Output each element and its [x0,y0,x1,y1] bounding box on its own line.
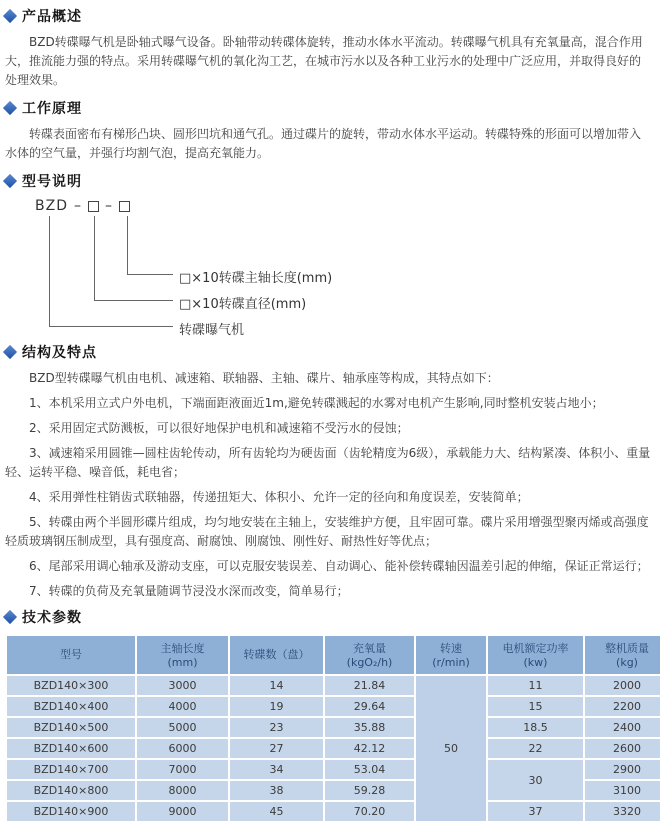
cell-disc-count: 14 [230,676,323,695]
overview-paragraph: BZD转碟曝气机是卧轴式曝气设备。卧轴带动转碟体旋转，推动水体水平流动。转碟曝气机具有充氧量高，混合作用大，推流能力强的特点。采用转碟曝气机的氧化沟工艺，在城市污水以及各种工业污水的处理中广泛应用，并取得良好的处理效果。 [5,35,643,87]
cell-oxygen: 42.12 [325,739,414,758]
column-header-title: 转碟数（盘） [243,648,310,661]
column-header-motor-power [488,636,583,674]
column-header-oxygen [325,636,414,674]
model-label-shaft-length: □×10转碟主轴长度(mm) [179,271,333,286]
feature-item: 5、转碟由两个半圆形碟片组成，均匀地安装在主轴上，安装维护方便，且牢固可靠。碟片采用增强型聚丙烯或高强度轻质玻璃钢压制成型，具有强度高、耐腐蚀、刚腐蚀、刚性好、耐热性好等优点； [5,515,649,548]
cell-weight: 3320 [585,802,660,821]
feature-item: 1、本机采用立式户外电机，下端面距液面近1m,避免转碟溅起的水雾对电机产生影响,同时整机安装占地小； [29,396,604,410]
section-heading-features [5,342,652,362]
cell-power: 15 [488,697,583,716]
cell-shaft-length: 8000 [137,781,228,800]
cell-model: BZD140×500 [7,718,135,737]
cell-power: 11 [488,676,583,695]
diamond-bullet-icon [3,101,17,115]
section-title-model: 型号说明 [22,174,82,190]
cell-power: 18.5 [488,718,583,737]
connector-line [127,216,128,274]
cell-model: BZD140×400 [7,697,135,716]
column-header-unit: (kw) [523,655,548,669]
cell-power-merged: 30 [488,760,583,800]
section-title-principle: 工作原理 [22,101,82,117]
cell-disc-count: 45 [230,802,323,821]
cell-disc-count: 27 [230,739,323,758]
diamond-bullet-icon [3,345,17,359]
diamond-bullet-icon [3,174,17,188]
feature-item: 2、采用固定式防溅板，可以很好地保护电机和减速箱不受污水的侵蚀； [29,421,409,435]
table-row [7,676,660,695]
cell-oxygen: 21.84 [325,676,414,695]
cell-shaft-length: 9000 [137,802,228,821]
cell-shaft-length: 4000 [137,697,228,716]
feature-item: 7、转碟的负荷及充氧量随调节浸没水深而改变，简单易行； [29,584,349,598]
connector-line [127,274,173,275]
table-row [7,718,660,737]
cell-power: 37 [488,802,583,821]
column-header-title: 整机质量 [605,641,649,655]
diamond-bullet-icon [3,9,17,23]
model-code-placeholder-box-icon [88,201,99,212]
cell-oxygen: 70.20 [325,802,414,821]
cell-model: BZD140×300 [7,676,135,695]
cell-disc-count: 19 [230,697,323,716]
table-header-row [7,636,660,674]
principle-paragraph: 转碟表面密布有梯形凸块、圆形凹坑和通气孔。通过碟片的旋转，带动水体水平运动。转碟特殊的形面可以增加带入水体的空气量，并强行均割气泡，提高充氧能力。 [5,127,642,160]
cell-model: BZD140×800 [7,781,135,800]
cell-speed-merged: 50 [416,676,486,821]
column-header-unit: (mm) [167,655,198,669]
spec-table [5,634,660,823]
features-list [5,369,652,601]
cell-oxygen: 29.64 [325,697,414,716]
section-title-overview: 产品概述 [22,9,82,25]
model-label-product: 转碟曝气机 [179,323,245,338]
section-heading-model [5,171,652,191]
column-header-title: 充氧量 [353,641,386,655]
cell-weight: 2200 [585,697,660,716]
section-heading-overview [5,6,652,26]
cell-weight: 3100 [585,781,660,800]
table-row [7,739,660,758]
model-code [35,198,130,214]
diamond-bullet-icon [3,610,17,624]
column-header-speed [416,636,486,674]
cell-model: BZD140×900 [7,802,135,821]
column-header-unit: (kgO₂/h) [346,655,393,669]
column-header-unit: (r/min) [432,655,470,669]
cell-shaft-length: 5000 [137,718,228,737]
feature-item: 4、采用弹性柱销齿式联轴器，传递扭矩大、体积小、允许一定的径向和角度误差，安装简单； [29,490,529,504]
model-code-dash: – [104,198,113,214]
connector-line [94,216,95,300]
cell-shaft-length: 3000 [137,676,228,695]
column-header-title: 主轴长度 [160,641,205,655]
column-header-model [7,636,135,674]
cell-model: BZD140×600 [7,739,135,758]
cell-shaft-length: 7000 [137,760,228,779]
cell-weight: 2000 [585,676,660,695]
column-header-title: 型号 [60,648,82,661]
cell-power: 22 [488,739,583,758]
column-header-shaft-length [137,636,228,674]
model-code-prefix: BZD [35,198,68,214]
table-row [7,760,660,779]
cell-weight: 2600 [585,739,660,758]
section-title-specs: 技术参数 [22,610,82,626]
cell-disc-count: 34 [230,760,323,779]
section-heading-specs [5,607,652,627]
section-title-features: 结构及特点 [22,345,97,361]
feature-item: 3、减速箱采用圆锥—圆柱齿轮传动，所有齿轮均为硬齿面（齿轮精度为6级），承载能力大、结构紧凑、体积小、重量轻、运转平稳、噪音低，耗电省； [5,446,651,479]
cell-oxygen: 35.88 [325,718,414,737]
model-label-diameter: □×10转碟直径(mm) [179,297,307,312]
cell-weight: 2900 [585,760,660,779]
column-header-weight [585,636,660,674]
feature-item: 6、尾部采用调心轴承及游动支座，可以克服安装误差、自动调心、能补偿转碟轴因温差引起的伸缩，保证正常运行； [29,559,649,573]
column-header-title: 电机额定功率 [502,641,569,655]
features-intro: BZD型转碟曝气机由电机、减速箱、联轴器、主轴、碟片、轴承座等构成，其特点如下： [29,371,499,385]
cell-weight: 2400 [585,718,660,737]
cell-model: BZD140×700 [7,760,135,779]
cell-oxygen: 53.04 [325,760,414,779]
section-heading-principle [5,98,652,118]
model-code-placeholder-box-icon [119,201,130,212]
cell-disc-count: 38 [230,781,323,800]
model-code-dash: – [73,198,82,214]
column-header-title: 转速 [440,641,462,655]
connector-line [94,300,173,301]
cell-disc-count: 23 [230,718,323,737]
table-row [7,697,660,716]
connector-line [49,216,50,326]
connector-line [49,326,173,327]
cell-oxygen: 59.28 [325,781,414,800]
model-code-diagram [35,198,652,338]
cell-shaft-length: 6000 [137,739,228,758]
column-header-unit: (kg) [616,655,638,669]
column-header-disc-count [230,636,323,674]
